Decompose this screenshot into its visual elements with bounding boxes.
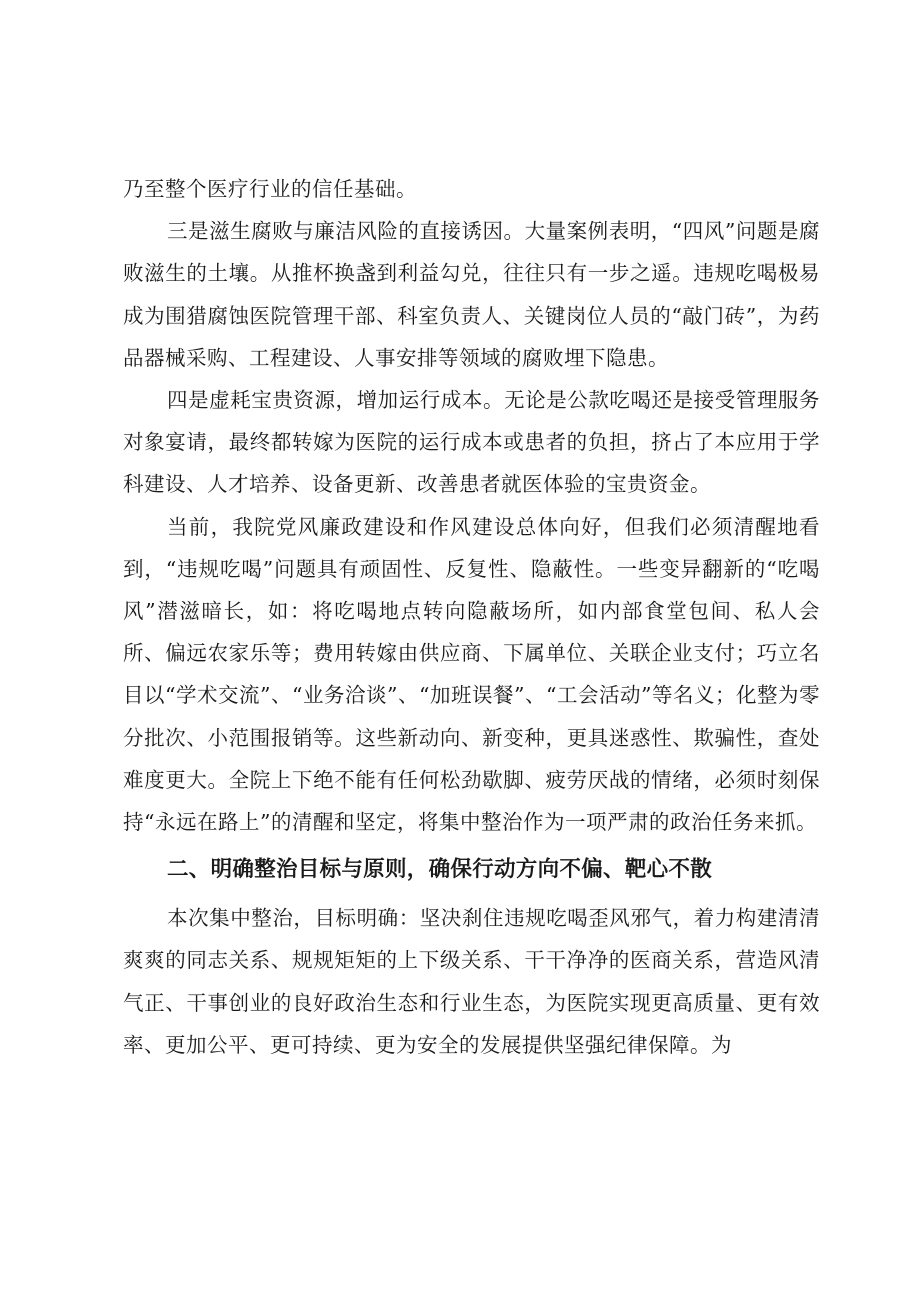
paragraph-section-goals: 本次集中整治，目标明确：坚决刹住违规吃喝歪风邪气，着力构建清清爽爽的同志关系、规规矩矩的上下级关系、干干净净的医商关系，营造风清气正、干事创业的良好政治生态和行业生态，为医院实现更高质量、更有效率、更加公平、更可持续、更为安全的发展提供坚强纪律保障。为 bbox=[123, 906, 820, 1057]
paragraph-point-four: 四是虚耗宝贵资源，增加运行成本。无论是公款吃喝还是接受管理服务对象宴请，最终都转嫁为医院的运行成本或患者的负担，挤占了本应用于学科建设、人才培养、设备更新、改善患者就医体验的宝贵资金。 bbox=[123, 388, 820, 497]
paragraph-point-three: 三是滋生腐败与廉洁风险的直接诱因。大量案例表明，“四风”问题是腐败滋生的土壤。从推杯换盏到利益勾兑，往往只有一步之遥。违规吃喝极易成为围猎腐蚀医院管理干部、科室负责人、关键岗位人员的“敲门砖”，为药品器械采购、工程建设、人事安排等领域的腐败埋下隐患。 bbox=[123, 219, 820, 370]
paragraph-current-situation: 当前，我院党风廉政建设和作风建设总体向好，但我们必须清醒地看到，“违规吃喝”问题具有顽固性、反复性、隐蔽性。一些变异翻新的“吃喝风”潜滋暗长，如：将吃喝地点转向隐蔽场所，如内部食堂包间、私人会所、偏远农家乐等；费用转嫁由供应商、下属单位、关联企业支付；巧立名目以“学术交流”、“业务洽谈”、“加班误餐”、“工会活动”等名义；化整为零分批次、小范围报销等。这些新动向、新变种，更具迷惑性、欺骗性，查处难度更大。全院上下绝不能有任何松劲歇脚、疲劳厌战的情绪，必须时刻保持“永远在路上”的清醒和坚定，将集中整治作为一项严肃的政治任务来抓。 bbox=[123, 514, 820, 835]
document-page bbox=[123, 168, 820, 1066]
section-heading: 二、明确整治目标与原则，确保行动方向不偏、靶心不散 bbox=[167, 857, 713, 883]
paragraph-continuation: 乃至整个医疗行业的信任基础。 bbox=[123, 177, 417, 201]
